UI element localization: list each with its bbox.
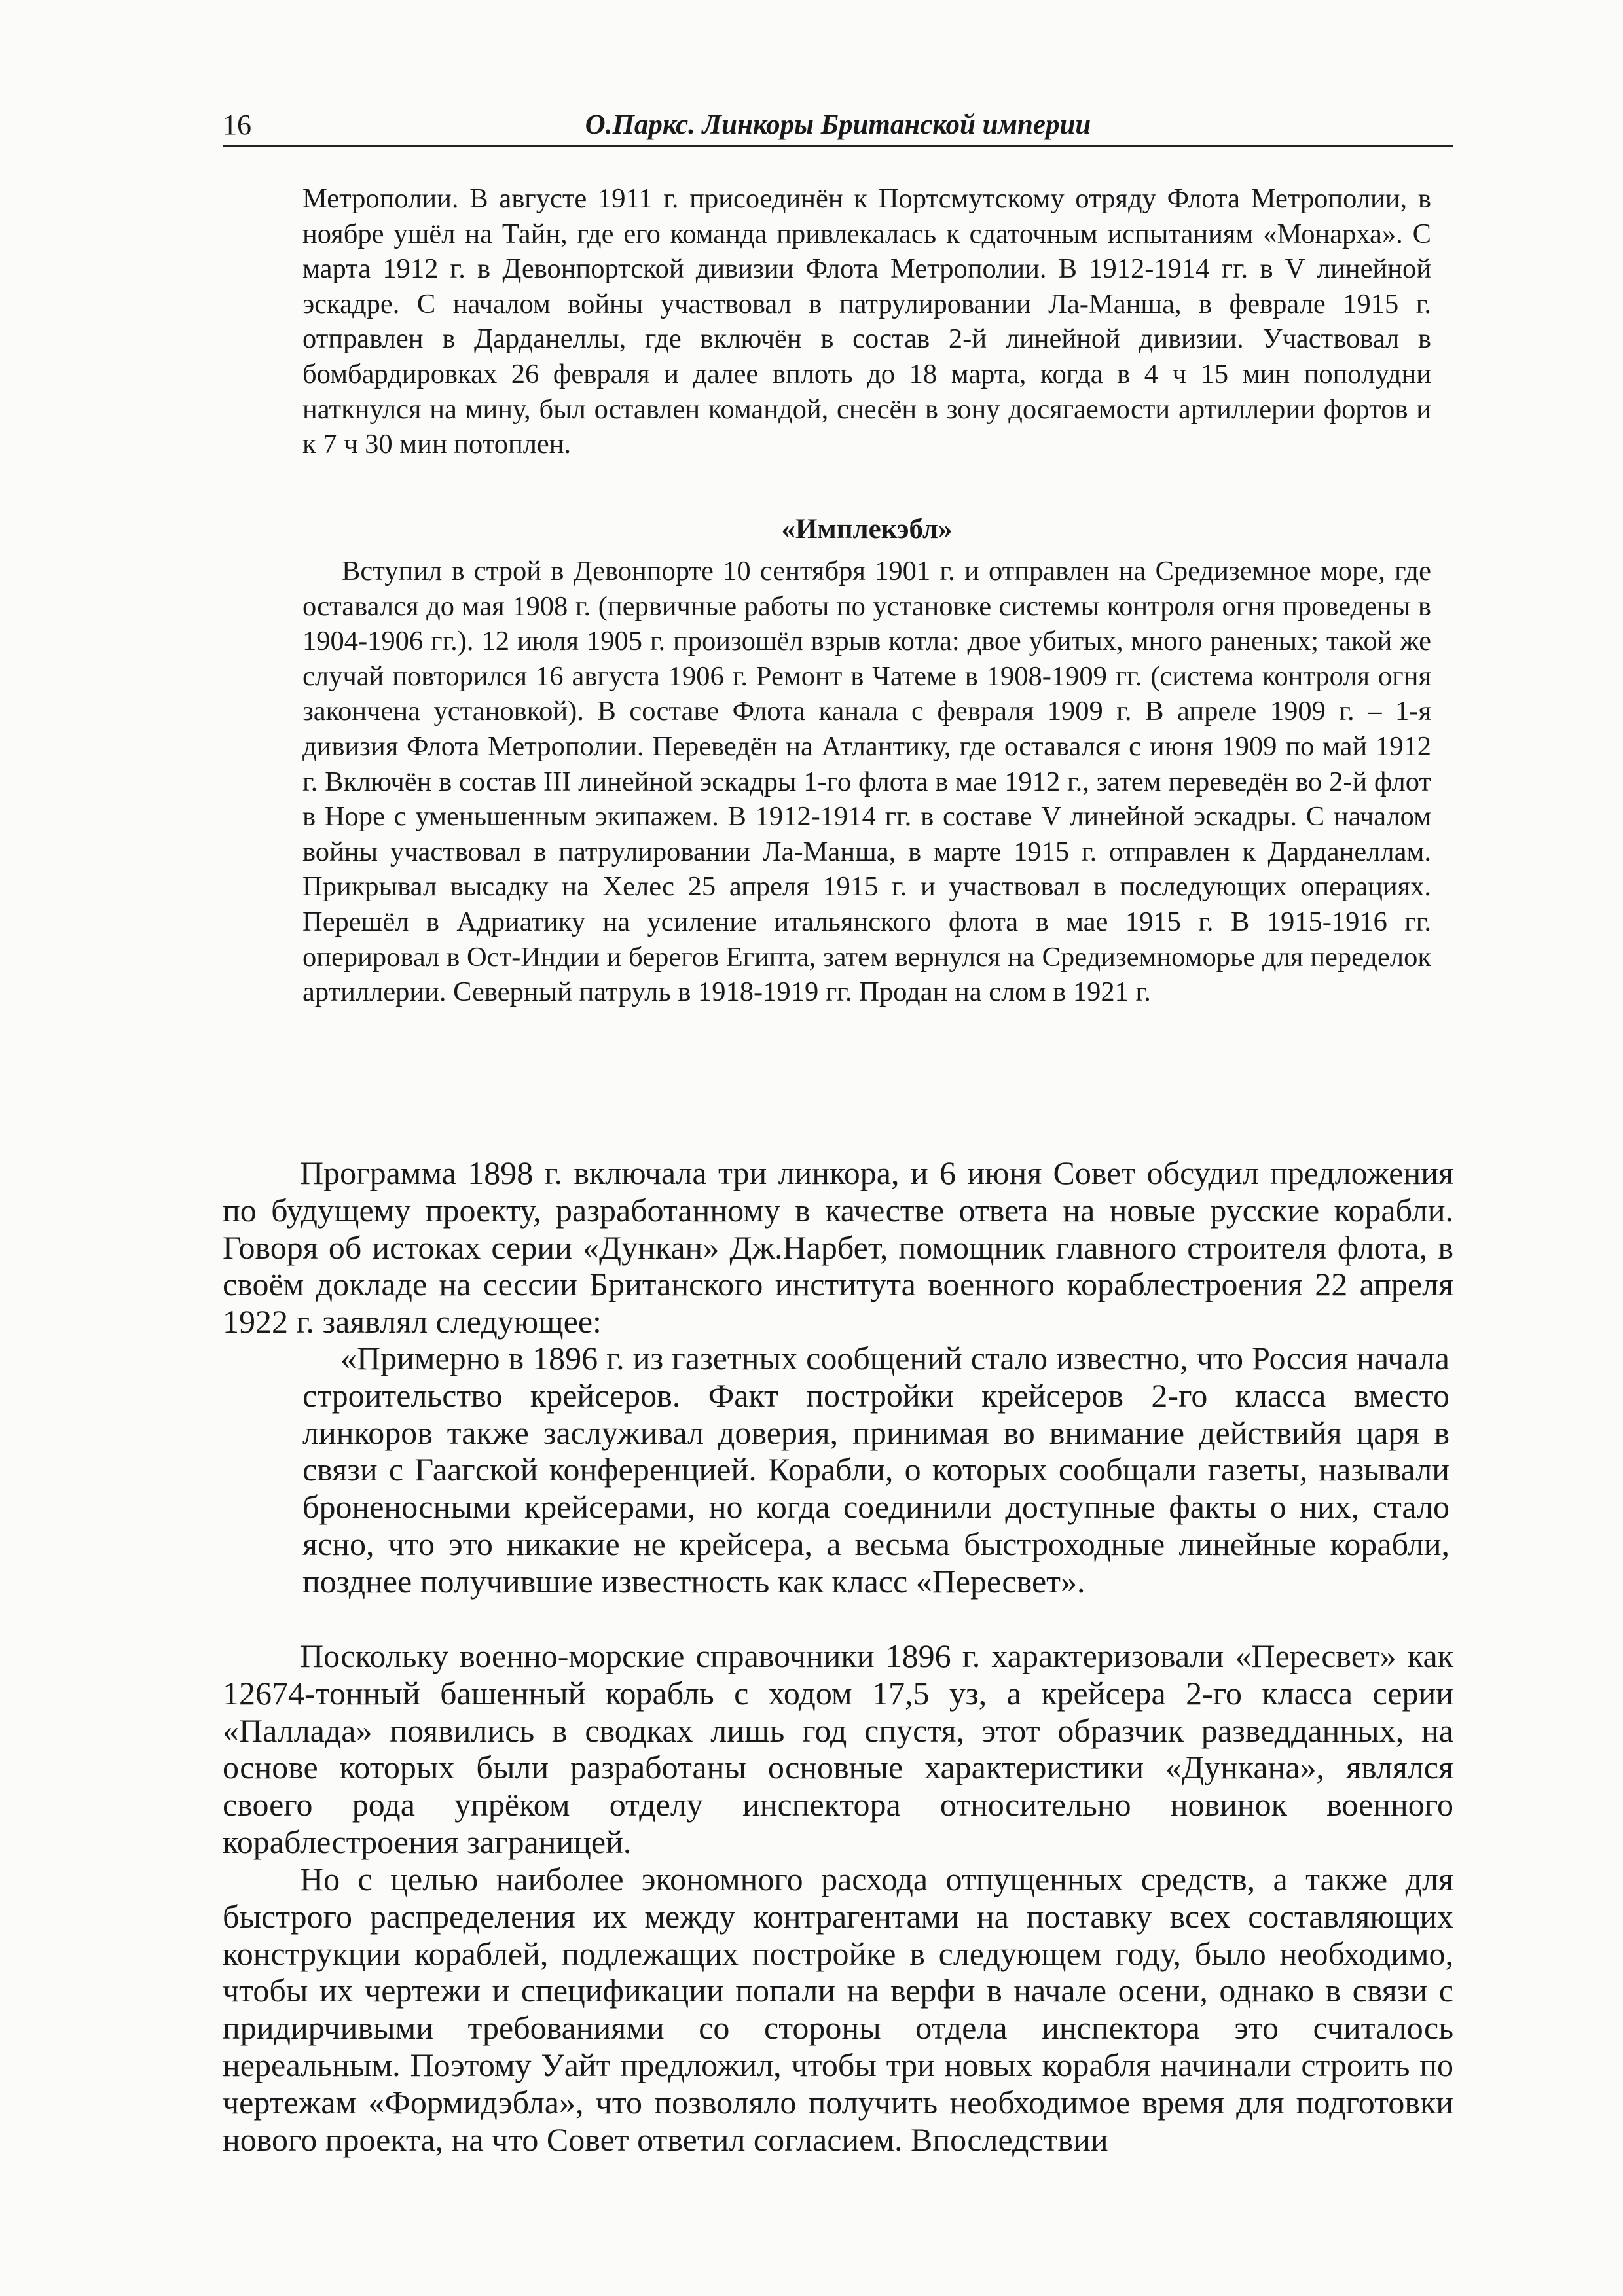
running-header — [223, 105, 1453, 147]
ship-heading: «Имплекэбл» — [781, 514, 953, 545]
running-title: О.Паркс. Линкоры Британской империи — [585, 109, 1091, 140]
prev-ship-paragraph: Метрополии. В августе 1911 г. присоединён к Портсмутскому отряду Флота Метрополии, в ноябре ушёл на Тайн, где его команда привлекалась к сдаточным испытаниям «Монарха». С марта 1912 г. в Девонпортской дивизии Флота Метрополии. В 1912-1914 гг. в V линейной эскадре. С началом войны участвовал в патрулировании Ла-Манша, в феврале 1915 г. отправлен в Дарданеллы, где включён в состав 2-й линейной дивизии. Участвовал в бомбардировках 26 февраля и далее вплоть до 18 марта, когда в 4 ч 15 мин пополудни наткнулся на мину, был оставлен командой, снесён в зону досягаемости артиллерии фортов и к 7 ч 30 мин потоплен. — [302, 183, 1431, 460]
body-paragraph: Программа 1898 г. включала три линкора, и 6 июня Совет обсудил предложения по будущему проекту, разработанному в качестве ответа на новые русские корабли. Говоря об истоках серии «Дункан» Дж.Нарбет, помощник главного строителя флота, в своём докладе на сессии Британского института военного кораблестроения 22 апреля 1922 г. заявлял следующее: — [223, 1155, 1453, 1340]
body-paragraph: Но с целью наиболее экономного расхода отпущенных средств, а также для быстрого распределения их между контрагентами на поставку всех составляющих конструкции кораблей, подлежащих постройке в следующем году, было необходимо, чтобы их чертежи и спецификации попали на верфи в начале осени, однако в связи с придирчивыми требованиями со стороны отдела инспектора это считалось нереальным. Поэтому Уайт предложил, чтобы три новых корабля начинали строить по чертежам «Формидэбла», что позволяло получить необходимое время для подготовки нового проекта, на что Совет ответил согласием. Впоследствии — [223, 1861, 1453, 2158]
implacable-paragraph: Вступил в строй в Девонпорте 10 сентября 1901 г. и отправлен на Средиземное море, где оставался до мая 1908 г. (первичные работы по установке системы контроля огня проведены в 1904-1906 гг.). 12 июля 1905 г. произошёл взрыв котла: двое убитых, много раненых; такой же случай повторился 16 августа 1906 г. Ремонт в Чатеме в 1908-1909 гг. (система контроля огня закончена установкой). В составе Флота канала с февраля 1909 г. В апреле 1909 г. – 1-я дивизия Флота Метрополии. Переведён на Атлантику, где оставался с июня 1909 по май 1912 г. Включён в состав III линейной эскадры 1-го флота в мае 1912 г., затем переведён во 2-й флот в Норе с уменьшенным экипажем. В 1912-1914 гг. в составе V линейной эскадры. С началом войны участвовал в патрулировании Ла-Манша, в марте 1915 г. отправлен к Дарданеллам. Прикрывал высадку на Хелес 25 апреля 1915 г. и участвовал в последующих операциях. Перешёл в Адриатику на усиление итальянского флота в мае 1915 г. В 1915-1916 гг. оперировал в Ост-Индии и берегов Египта, затем вернулся на Средиземноморье для переделок артиллерии. Северный патруль в 1918-1919 гг. Продан на слом в 1921 г. — [302, 556, 1431, 1008]
body-paragraph: Поскольку военно-морские справочники 1896 г. характеризовали «Пересвет» как 12674-тонный башенный корабль с ходом 17,5 уз, а крейсера 2-го класса серии «Паллада» появились в сводках лишь год спустя, этот образчик разведданных, на основе которых были разработаны основные характеристики «Дункана», являлся своего рода упрёком отделу инспектора относительно новинок военного кораблестроения заграницей. — [223, 1638, 1453, 1860]
prev-ship-biography — [302, 181, 1431, 462]
implacable-biography — [302, 554, 1431, 1010]
main-paragraph-3 — [223, 1861, 1453, 2158]
main-paragraph-1 — [223, 1155, 1453, 1340]
page-number: 16 — [223, 109, 251, 141]
quotation — [302, 1340, 1450, 1600]
quote-paragraph: «Примерно в 1896 г. из газетных сообщений стало известно, что Россия начала строительство крейсеров. Факт постройки крейсеров 2-го класса вместо линкоров также заслуживал доверия, принимая во внимание действийя царя в связи с Гаагской конференцией. Корабли, о которых сообщали газеты, называли броненосными крейсерами, но когда соединили доступные факты о них, стало ясно, что это никакие не крейсера, а весьма быстроходные линейные корабли, позднее получившие известность как класс «Пересвет». — [302, 1340, 1450, 1600]
main-paragraph-2 — [223, 1638, 1453, 1861]
